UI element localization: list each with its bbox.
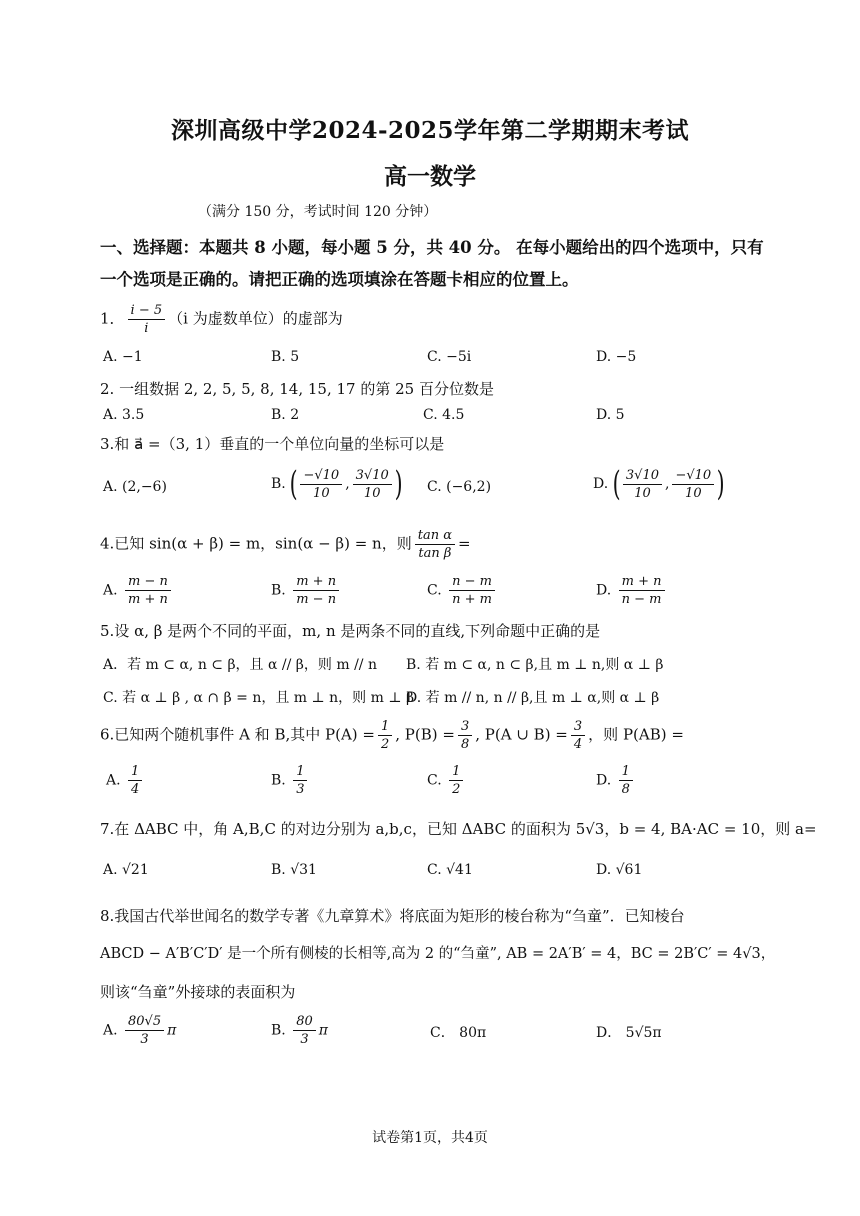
q5-option-d[interactable]: D. 若 m // n, n // β,且 m ⊥ α,则 α ⊥ β (406, 690, 660, 706)
q3-option-a[interactable]: A. (2,−6) (103, 479, 167, 495)
question-1 (100, 302, 343, 337)
section-heading: 一、选择题：本题共 8 小题，每小题 5 分，共 40 分。 在每小题给出的四个选项中，只有一个选项是正确的。请把正确的选项填涂在答题卡相应的位置上。 (100, 238, 764, 289)
page-footer: 试卷第1页，共4页 (372, 1130, 488, 1146)
q1-option-b[interactable]: B. 5 (271, 349, 300, 365)
q2-option-a[interactable]: A. 3.5 (103, 407, 145, 423)
q3-option-b[interactable]: B. ( $\frac{-√10}{10}$ , $\frac{3√10}{10}$ ) (271, 464, 403, 504)
question-7: 7.在 ΔABC 中，角 A,B,C 的对边分别为 a,b,c，已知 ΔABC 的面积为 5√3，b = 4, BA·AC = 10，则 a= (100, 820, 817, 838)
q7-option-d[interactable]: D. √61 (596, 862, 643, 878)
q4-option-d[interactable]: D. $\frac{m + n}{n - m}$ (596, 573, 668, 608)
q7-option-a[interactable]: A. √21 (103, 862, 149, 878)
q5-option-b[interactable]: B. 若 m ⊂ α, n ⊂ β,且 m ⊥ n,则 α ⊥ β (406, 657, 664, 673)
exam-subtitle: 高一数学 (384, 163, 476, 190)
q4-option-c[interactable]: C. $\frac{n - m}{n + m}$ (427, 573, 498, 608)
q1-option-d[interactable]: D. −5 (596, 349, 637, 365)
q4-option-b[interactable]: B. $\frac{m + n}{m - n}$ (271, 573, 342, 608)
q7-option-c[interactable]: C. √41 (427, 862, 473, 878)
question-8-line-2: ABCD − A′B′C′D′ 是一个所有侧棱的长相等,高为 2 的“刍童”, AB = 2A′B′ = 4，BC = 2B′C′ = 4√3， (100, 946, 776, 962)
q2-option-d[interactable]: D. 5 (596, 407, 625, 423)
question-2: 2. 一组数据 2, 2, 5, 5, 8, 14, 15, 17 的第 25 百分位数是 (100, 380, 494, 398)
q3-option-d[interactable]: D. ( $\frac{3√10}{10}$ , $\frac{-√10}{10}$ ) (593, 464, 725, 504)
question-3: 3.和 a⃗ =（3, 1）垂直的一个单位向量的坐标可以是 (100, 435, 445, 453)
q6-option-b[interactable]: B. $\frac{1}{3}$ (271, 763, 310, 798)
q6-option-a[interactable]: A. $\frac{1}{4}$ (106, 763, 145, 798)
q6-option-d[interactable]: D. $\frac{1}{8}$ (596, 763, 636, 798)
q5-option-c[interactable]: C. 若 α ⊥ β , α ∩ β = n，且 m ⊥ n，则 m ⊥ β (103, 690, 415, 706)
q8-option-b[interactable]: B. $\frac{80}{3}$ π (271, 1014, 328, 1047)
question-8-line-3: 则该“刍童”外接球的表面积为 (100, 983, 296, 1001)
question-8-line-1: 8.我国古代举世闻名的数学专著《九章算术》将底面为矩形的棱台称为“刍童”．已知棱台 (100, 907, 685, 925)
question-6: 6.已知两个随机事件 A 和 B,其中 P(A) = $\frac{1}{2}$ , P(B) = $\frac{3}{8}$ , P(A ∪ B) = $\frac{3}{4}$ ，则 P(AB) = (100, 719, 684, 752)
q1-stem: （i 为虚数单位）的虚部为 (168, 309, 343, 328)
question-5: 5.设 α, β 是两个不同的平面，m, n 是两条不同的直线,下列命题中正确的是 (100, 622, 601, 640)
q8-option-c[interactable]: C． 80π (430, 1025, 487, 1041)
question-4: 4.已知 sin(α + β) = m，sin(α − β) = n，则 $\frac{\text{tan α}}{\text{tan β}}$ = (100, 528, 471, 561)
q4-option-a[interactable]: A. $\frac{m - n}{m + n}$ (103, 573, 174, 608)
exam-info: （满分 150 分，考试时间 120 分钟） (198, 204, 438, 220)
q8-option-d[interactable]: D． 5√5π (596, 1025, 662, 1041)
exam-title: 深圳高级中学2024-2025学年第二学期期末考试 (170, 117, 690, 144)
q1-option-a[interactable]: A. −1 (103, 349, 143, 365)
q7-option-b[interactable]: B. √31 (271, 862, 317, 878)
q3-option-c[interactable]: C. (−6,2) (427, 479, 492, 495)
q8-option-a[interactable]: A. $\frac{80√5}{3}$ π (103, 1014, 177, 1047)
q5-option-a[interactable]: A．若 m ⊂ α, n ⊂ β，且 α // β，则 m // n (103, 657, 377, 673)
q2-option-c[interactable]: C. 4.5 (423, 407, 465, 423)
q1-fraction: $\frac{i - 5}{i}$ (128, 302, 166, 337)
q6-option-c[interactable]: C. $\frac{1}{2}$ (427, 763, 466, 798)
q2-option-b[interactable]: B. 2 (271, 407, 300, 423)
q1-number: 1． (100, 309, 125, 328)
q1-option-c[interactable]: C. −5i (427, 349, 472, 365)
